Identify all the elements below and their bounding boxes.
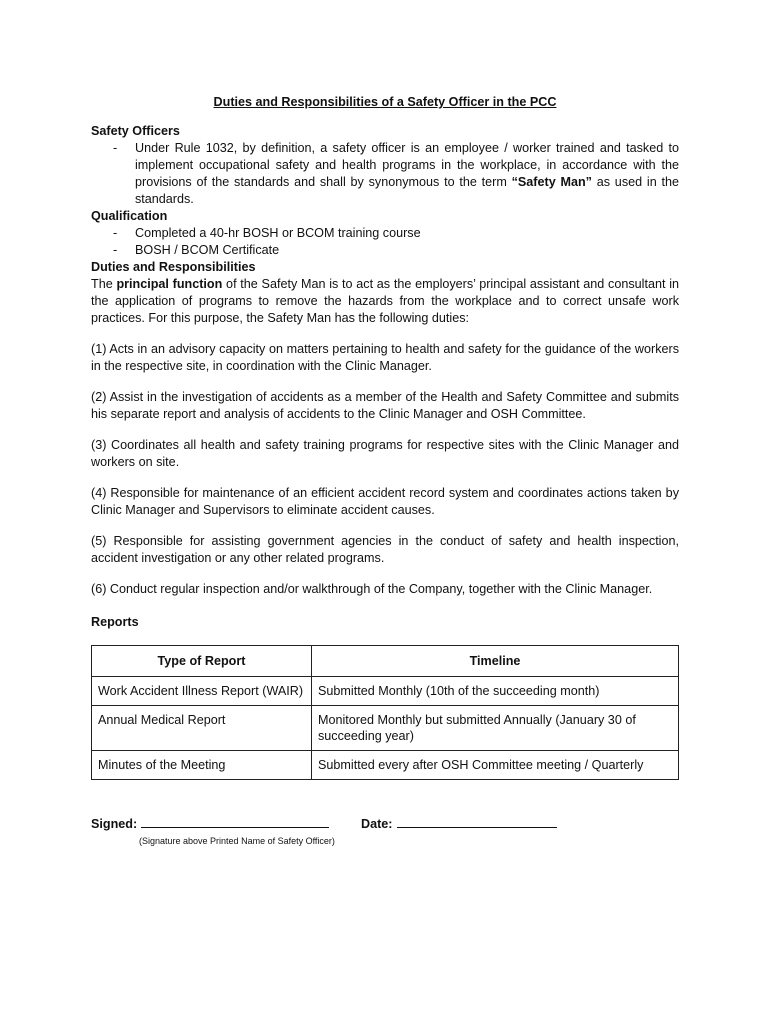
duties-heading: Duties and Responsibilities (91, 260, 256, 274)
signature-line[interactable] (141, 814, 329, 828)
column-header-timeline: Timeline (312, 646, 679, 677)
report-timeline-cell: Submitted every after OSH Committee meeting / Quarterly (312, 751, 679, 780)
duty-item: (4) Responsible for maintenance of an efficient accident record system and coordinates actions taken by Clinic Manager and Supervisors to eliminate accident causes. (91, 486, 679, 517)
date-line[interactable] (397, 814, 557, 828)
principal-function-term: principal function (116, 277, 223, 291)
report-type-cell: Work Accident Illness Report (WAIR) (92, 677, 312, 706)
signature-note: (Signature above Printed Name of Safety Officer) (139, 836, 335, 846)
duties-intro: The principal function of the Safety Man is to act as the employers’ principal assistant and consultant in the application of programs to remove the hazards from the workplace and to correct unsafe work practices. For this purpose, the Safety Man has the following duties: (91, 277, 679, 325)
signature-row (91, 814, 679, 833)
duty-item: (5) Responsible for assisting government agencies in the conduct of safety and health inspection, accident investigation or any other related programs. (91, 534, 679, 565)
safety-officers-list (91, 140, 679, 208)
date-label: Date: (361, 817, 393, 831)
report-timeline-cell: Submitted Monthly (10th of the succeeding month) (312, 677, 679, 706)
table-header-row (92, 646, 679, 677)
duty-item: (3) Coordinates all health and safety training programs for respective sites with the Clinic Manager and workers on site. (91, 438, 679, 469)
safety-man-term: “Safety Man” (511, 175, 592, 189)
report-type-cell: Annual Medical Report (92, 706, 312, 751)
reports-heading: Reports (91, 615, 139, 629)
duty-item: (2) Assist in the investigation of accidents as a member of the Health and Safety Committee and submits his separate report and analysis of accidents to the Clinic Manager and OSH Committee. (91, 390, 679, 421)
safety-officers-item: - Under Rule 1032, by definition, a safety officer is an employee / worker trained and tasked to implement occupational safety and health programs in the workplace, in accordance with the provisions of the standards and shall by synonymous to the term “Safety Man” as used in the standards. (91, 140, 679, 208)
duty-item: (6) Conduct regular inspection and/or walkthrough of the Company, together with the Clinic Manager. (91, 582, 653, 596)
signed-label: Signed: (91, 817, 138, 831)
report-type-cell: Minutes of the Meeting (92, 751, 312, 780)
reports-table (91, 645, 679, 780)
table-row (92, 706, 679, 751)
qualification-list (91, 225, 679, 259)
table-row (92, 751, 679, 780)
safety-officers-heading: Safety Officers (91, 124, 180, 138)
document-title: Duties and Responsibilities of a Safety Officer in the PCC (213, 95, 557, 109)
qualification-item: - Completed a 40-hr BOSH or BCOM training course (91, 225, 679, 242)
date-block (361, 814, 557, 833)
qualification-item: - BOSH / BCOM Certificate (91, 242, 679, 259)
qualification-heading: Qualification (91, 209, 168, 223)
report-timeline-cell: Monitored Monthly but submitted Annually (January 30 of succeeding year) (312, 706, 679, 751)
duty-item: (1) Acts in an advisory capacity on matters pertaining to health and safety for the guidance of the workers in the respective site, in coordination with the Clinic Manager. (91, 342, 679, 373)
document-page (91, 94, 679, 847)
table-row (92, 677, 679, 706)
signed-block (91, 814, 361, 833)
column-header-type: Type of Report (92, 646, 312, 677)
